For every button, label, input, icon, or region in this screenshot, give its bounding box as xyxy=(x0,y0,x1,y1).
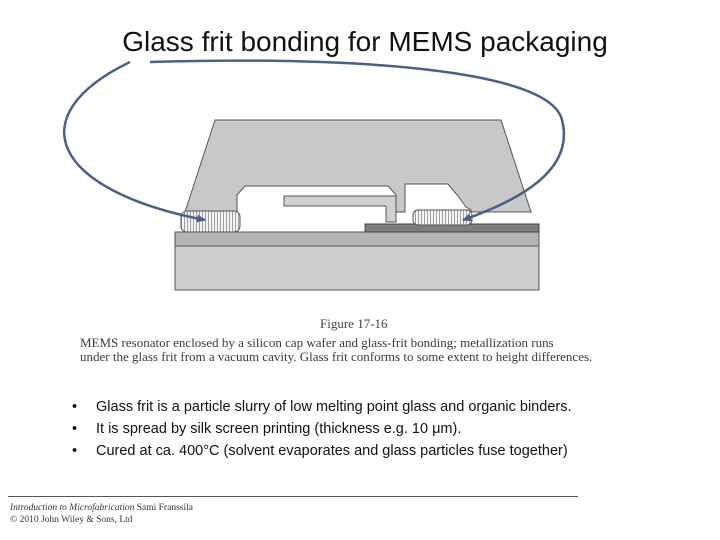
glass-frit-left xyxy=(181,211,240,232)
footer-author: Sami Franssila xyxy=(134,503,193,513)
footer xyxy=(10,502,193,526)
bullet-marker: • xyxy=(72,443,78,459)
bullet-marker: • xyxy=(72,421,78,437)
figure-caption xyxy=(80,336,650,364)
slide-title: Glass frit bonding for MEMS packaging xyxy=(122,26,608,57)
annotation-arrow-left xyxy=(64,62,205,220)
bullet-item xyxy=(72,396,571,418)
figure-label: Figure 17-16 xyxy=(320,316,388,331)
figure-caption-line: MEMS resonator enclosed by a silicon cap wafer and glass-frit bonding; metallization runs xyxy=(80,335,554,350)
oxide-layer xyxy=(175,232,539,246)
figure-caption-line: under the glass frit from a vacuum cavity. Glass frit conforms to some extent to height differences. xyxy=(80,349,593,364)
mems-resonator xyxy=(284,196,396,222)
bullet-list xyxy=(72,396,571,462)
bullet-item xyxy=(72,440,571,462)
footer-divider xyxy=(8,496,578,497)
footer-copyright: © 2010 John Wiley & Sons, Ltd xyxy=(10,515,133,525)
bullet-text: It is spread by silk screen printing (thickness e.g. 10 μm). xyxy=(96,421,462,437)
bullet-marker: • xyxy=(72,399,78,415)
substrate-wafer xyxy=(175,246,539,290)
bullet-text: Glass frit is a particle slurry of low melting point glass and organic binders. xyxy=(96,399,572,415)
bullet-text: Cured at ca. 400°C (solvent evaporates and glass particles fuse together) xyxy=(96,443,568,459)
footer-book-title: Introduction to Microfabrication xyxy=(10,503,135,513)
glass-frit-right xyxy=(413,210,472,225)
bullet-item xyxy=(72,418,571,440)
